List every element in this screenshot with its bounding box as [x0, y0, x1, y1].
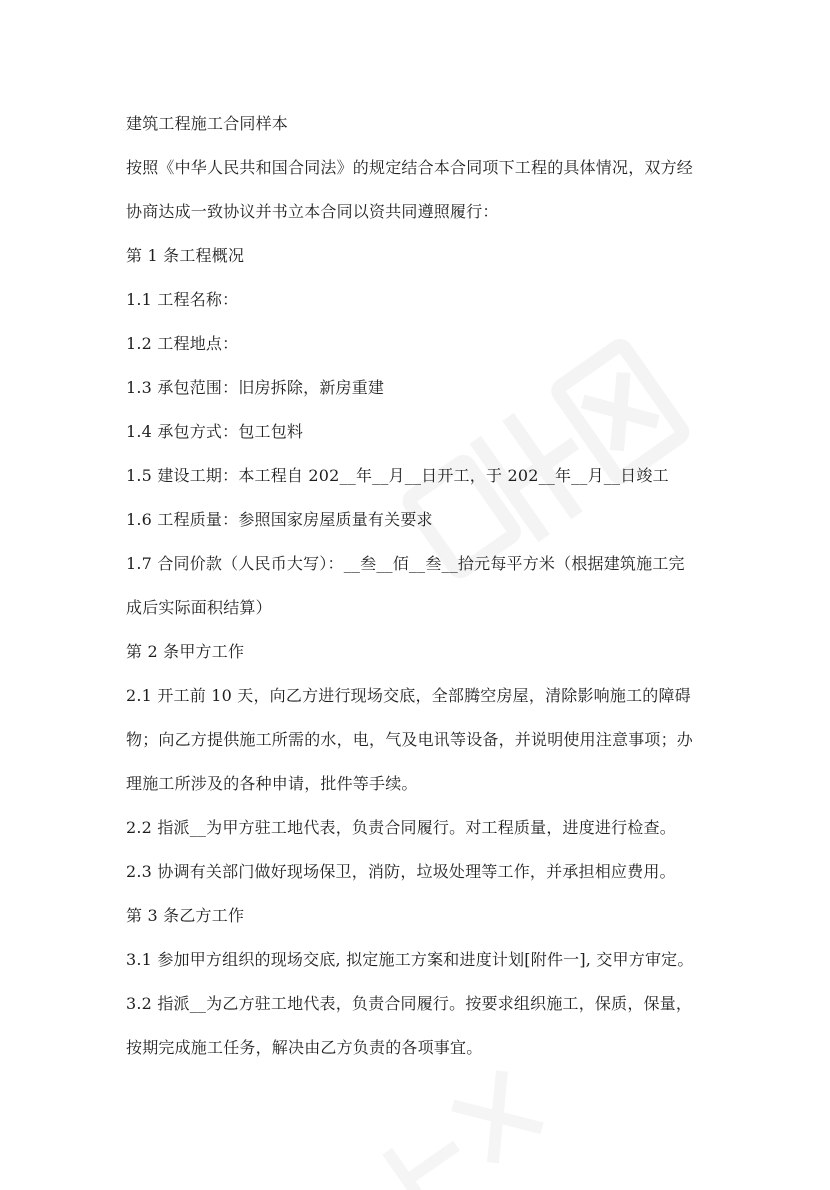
section-heading: 第 2 条甲方工作: [126, 642, 245, 661]
clause-line: 1.2 工程地点：: [126, 334, 239, 353]
clause-line: 1.3 承包范围：旧房拆除，新房重建: [126, 378, 385, 397]
clause-line: 1.4 承包方式：包工包料: [126, 422, 304, 441]
clause-line: 1.6 工程质量：参照国家房屋质量有关要求: [126, 510, 433, 529]
clause-line: 2.3 协调有关部门做好现场保卫，消防，垃圾处理等工作，并承担相应费用。: [126, 862, 676, 881]
document-title: 建筑工程施工合同样本: [126, 114, 289, 133]
clause-line: 3.1 参加甲方组织的现场交底, 拟定施工方案和进度计划[附件一], 交甲方审定。: [126, 950, 694, 969]
clause-line: 理施工所涉及的各种申请，批件等手续。: [126, 774, 418, 793]
clause-line: 2.1 开工前 10 天，向乙方进行现场交底，全部腾空房屋，清除影响施工的障碍: [126, 686, 691, 705]
clause-line: 2.2 指派__为甲方驻工地代表，负责合同履行。对工程质量，进度进行检查。: [126, 818, 676, 837]
watermark-fragment-icon: [350, 1070, 590, 1190]
section-heading: 第 3 条乙方工作: [126, 906, 245, 925]
clause-line: 1.5 建设工期：本工程自 202__年__月__日开工，于 202__年__月__日竣工: [126, 466, 669, 485]
clause-line: 3.2 指派__为乙方驻工地代表，负责合同履行。按要求组织施工，保质，保量，: [126, 994, 693, 1013]
section-heading: 第 1 条工程概况: [126, 246, 245, 265]
paragraph-line: 按照《中华人民共和国合同法》的规定结合本合同项下工程的具体情况，双方经: [126, 158, 694, 177]
clause-line: 按期完成施工任务，解决由乙方负责的各项事宜。: [126, 1038, 483, 1057]
clause-line: 成后实际面积结算）: [126, 598, 272, 617]
paragraph-line: 协商达成一致协议并书立本合同以资共同遵照履行：: [126, 202, 499, 221]
clause-line: 1.7 合同价款（人民币大写）：__叁__佰__叁__拾元每平方米（根据建筑施工完: [126, 554, 685, 573]
clause-line: 1.1 工程名称：: [126, 290, 239, 309]
clause-line: 物；向乙方提供施工所需的水，电，气及电讯等设备，并说明使用注意事项；办: [126, 730, 694, 749]
